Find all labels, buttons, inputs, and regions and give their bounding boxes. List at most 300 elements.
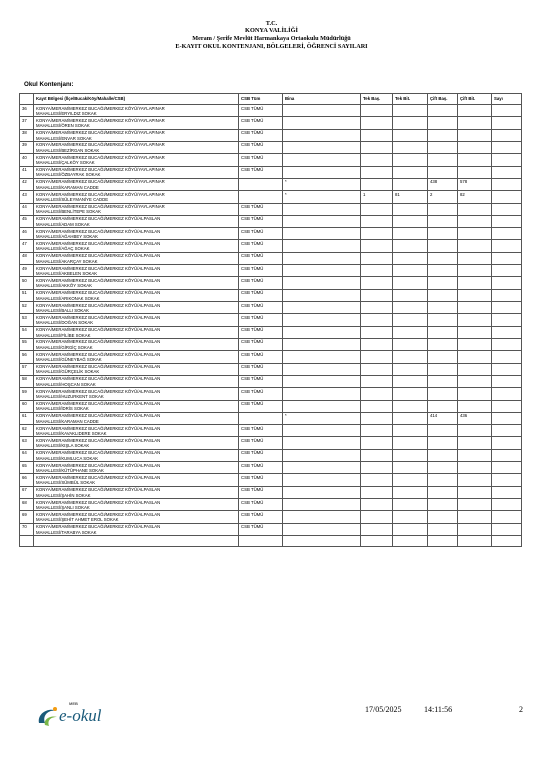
even-end-cell: [458, 400, 492, 412]
region-line-2: MAHALLESİ/AĞAÇ SOKAK: [36, 246, 90, 252]
table-row: [20, 499, 522, 511]
row-number: 53: [20, 314, 34, 326]
table-row: [20, 449, 522, 461]
header-governorship: KONYA VALİLİĞİ: [245, 27, 298, 34]
table-row: [20, 326, 522, 338]
row-number: 58: [20, 375, 34, 387]
even-start-cell: [428, 252, 458, 264]
odd-end-cell: [393, 129, 428, 141]
count-cell: [492, 499, 522, 511]
odd-end-cell: [393, 375, 428, 387]
csb-cell: CSB TÜMÜ: [239, 511, 283, 523]
csb-cell: CSB TÜMÜ: [239, 437, 283, 449]
region-line-1: KONYA/MERAM/MERKEZ BUCAĞI/MERKEZ KÖYÜ/ALPASLAN: [36, 401, 161, 406]
csb-cell: CSB TÜMÜ: [239, 154, 283, 166]
eokul-logo: [35, 703, 115, 731]
region-cell: [34, 203, 239, 215]
odd-end-cell: [393, 486, 428, 498]
table-row: [20, 338, 522, 350]
table-row: [20, 314, 522, 326]
even-start-cell: [428, 228, 458, 240]
building-cell: [283, 289, 361, 301]
col-header-odd-start: Tek Baş.: [361, 94, 393, 105]
count-cell: [492, 240, 522, 252]
table-row: [20, 511, 522, 523]
count-cell: [492, 326, 522, 338]
region-line-1: KONYA/MERAM/MERKEZ BUCAĞI/MERKEZ KÖYÜ/ALPASLAN: [36, 499, 161, 505]
region-line-2: MAHALLESİ/BALLI SOKAK: [36, 307, 90, 313]
csb-cell: [239, 191, 283, 203]
odd-start-cell: [361, 511, 393, 523]
region-line-2: MAHALLESİ/HUZURKENT SOKAK: [36, 394, 104, 400]
odd-start-cell: [361, 437, 393, 449]
count-cell: [492, 351, 522, 363]
odd-end-cell: [393, 314, 428, 326]
region-line-1: KONYA/MERAM/MERKEZ BUCAĞI/MERKEZ KÖYÜ/ALPASLAN: [36, 425, 161, 431]
even-start-cell: [428, 166, 458, 178]
row-number: 66: [20, 474, 34, 486]
region-line-2: MAHALLESİ/ÖREN SOKAK: [36, 123, 90, 129]
even-start-cell: 414: [428, 412, 458, 424]
csb-cell: CSB TÜMÜ: [239, 326, 283, 338]
region-line-1: KONYA/MERAM/MERKEZ BUCAĞI/MERKEZ KÖYÜ/ALPASLAN: [36, 290, 161, 296]
page-footer: [0, 703, 543, 733]
region-cell: [34, 425, 239, 437]
table-header-row: [20, 94, 522, 105]
region-cell: [34, 129, 239, 141]
region-line-1: KONYA/MERAM/MERKEZ BUCAĞI/MERKEZ KÖYÜ/ALPASLAN: [36, 413, 161, 419]
region-cell: [34, 437, 239, 449]
even-end-cell: [458, 265, 492, 277]
odd-start-cell: [361, 523, 393, 535]
odd-start-cell: [361, 215, 393, 227]
even-start-cell: [428, 351, 458, 363]
col-header-even-end: Çift Bit.: [458, 94, 492, 105]
row-number: 49: [20, 265, 34, 277]
building-cell: [283, 523, 361, 535]
count-cell: [492, 178, 522, 190]
blank-cell: [393, 535, 428, 546]
col-header-count: Sayı: [492, 94, 522, 105]
csb-cell: CSB TÜMÜ: [239, 289, 283, 301]
building-cell: [283, 252, 361, 264]
odd-end-cell: [393, 105, 428, 117]
odd-start-cell: [361, 265, 393, 277]
odd-start-cell: [361, 363, 393, 375]
col-header-odd-end: Tek Bit.: [393, 94, 428, 105]
odd-start-cell: [361, 338, 393, 350]
region-line-2: MAHALLESİ/SÜMBÜL SOKAK: [36, 480, 96, 486]
odd-end-cell: [393, 363, 428, 375]
quota-table: [19, 93, 522, 547]
region-line-1: KONYA/MERAM/MERKEZ BUCAĞI/MERKEZ KÖYÜ/YAYLAPINAR: [36, 117, 165, 123]
region-cell: [34, 474, 239, 486]
table-row: [20, 154, 522, 166]
count-cell: [492, 154, 522, 166]
count-cell: [492, 363, 522, 375]
blank-cell: [239, 535, 283, 546]
building-cell: [283, 314, 361, 326]
row-number: 41: [20, 166, 34, 178]
csb-cell: CSB TÜMÜ: [239, 117, 283, 129]
csb-cell: CSB TÜMÜ: [239, 166, 283, 178]
count-cell: [492, 338, 522, 350]
even-start-cell: [428, 375, 458, 387]
odd-start-cell: [361, 105, 393, 117]
region-line-1: KONYA/MERAM/MERKEZ BUCAĞI/MERKEZ KÖYÜ/ALPASLAN: [36, 462, 161, 468]
odd-start-cell: [361, 412, 393, 424]
region-cell: [34, 388, 239, 400]
table-row: [20, 400, 522, 412]
region-line-1: KONYA/MERAM/MERKEZ BUCAĞI/MERKEZ KÖYÜ/ALPASLAN: [36, 216, 161, 222]
even-start-cell: [428, 240, 458, 252]
even-end-cell: [458, 511, 492, 523]
row-number: 61: [20, 412, 34, 424]
page-number: 2: [519, 705, 523, 714]
odd-end-cell: [393, 474, 428, 486]
row-number: 59: [20, 388, 34, 400]
csb-cell: CSB TÜMÜ: [239, 338, 283, 350]
region-line-2: MAHALLESİ/AKARÇAY SOKAK: [36, 258, 98, 264]
odd-start-cell: [361, 351, 393, 363]
row-number: 69: [20, 511, 34, 523]
region-line-1: KONYA/MERAM/MERKEZ BUCAĞI/MERKEZ KÖYÜ/ALPASLAN: [36, 228, 161, 234]
region-cell: [34, 375, 239, 387]
even-end-cell: [458, 141, 492, 153]
even-start-cell: [428, 474, 458, 486]
region-cell: [34, 412, 239, 424]
row-number: 70: [20, 523, 34, 535]
region-line-2: MAHALLESİ/SÜLEYMANİYE CADDE: [36, 197, 109, 203]
odd-end-cell: [393, 265, 428, 277]
even-start-cell: [428, 117, 458, 129]
region-cell: [34, 400, 239, 412]
region-line-2: MAHALLESİ/GÜNEYBAĞ SOKAK: [36, 357, 102, 363]
even-end-cell: [458, 289, 492, 301]
odd-start-cell: [361, 449, 393, 461]
building-cell: [283, 228, 361, 240]
region-cell: [34, 215, 239, 227]
region-cell: [34, 499, 239, 511]
odd-end-cell: [393, 462, 428, 474]
odd-start-cell: [361, 400, 393, 412]
count-cell: [492, 474, 522, 486]
building-cell: [283, 363, 361, 375]
blank-cell: [428, 535, 458, 546]
csb-cell: CSB TÜMÜ: [239, 462, 283, 474]
region-line-1: KONYA/MERAM/MERKEZ BUCAĞI/MERKEZ KÖYÜ/ALPASLAN: [36, 511, 161, 517]
region-line-2: MAHALLESİ/ÖZBAYRAK SOKAK: [36, 172, 101, 178]
odd-start-cell: [361, 388, 393, 400]
region-line-1: KONYA/MERAM/MERKEZ BUCAĞI/MERKEZ KÖYÜ/ALPASLAN: [36, 351, 161, 357]
odd-start-cell: [361, 486, 393, 498]
table-row: [20, 363, 522, 375]
table-row: [20, 240, 522, 252]
region-line-2: MAHALLESİ/ERYILDIZ SOKAK: [36, 110, 97, 116]
region-line-1: KONYA/MERAM/MERKEZ BUCAĞI/MERKEZ KÖYÜ/ALPASLAN: [36, 524, 161, 530]
region-line-2: MAHALLESİ/ARIKONAK SOKAK: [36, 295, 100, 301]
region-cell: [34, 351, 239, 363]
csb-cell: CSB TÜMÜ: [239, 499, 283, 511]
row-number: 36: [20, 105, 34, 117]
row-number: 44: [20, 203, 34, 215]
even-end-cell: [458, 425, 492, 437]
odd-start-cell: [361, 166, 393, 178]
region-line-2: MAHALLESİ/BEZİRGAN SOKAK: [36, 147, 100, 153]
building-cell: [283, 302, 361, 314]
region-line-2: MAHALLESİ/KUMLUCA SOKAK: [36, 455, 99, 461]
building-cell: [283, 141, 361, 153]
table-row: [20, 474, 522, 486]
odd-start-cell: [361, 228, 393, 240]
even-end-cell: [458, 351, 492, 363]
odd-start-cell: [361, 474, 393, 486]
csb-cell: CSB TÜMÜ: [239, 129, 283, 141]
print-time: 14:11:56: [424, 705, 453, 714]
even-end-cell: [458, 499, 492, 511]
header-school: Meram / Şerife Mevlüt Harmankaya Ortaokulu Müdürlüğü: [192, 35, 351, 42]
csb-cell: CSB TÜMÜ: [239, 240, 283, 252]
region-line-2: MAHALLESİ/AĞAHBEY SOKAK: [36, 234, 99, 240]
region-line-1: KONYA/MERAM/MERKEZ BUCAĞI/MERKEZ KÖYÜ/ALPASLAN: [36, 474, 161, 480]
table-row: [20, 351, 522, 363]
count-cell: [492, 314, 522, 326]
even-end-cell: [458, 105, 492, 117]
region-line-2: MAHALLESİ/KARAMAN CADDE: [36, 184, 99, 190]
row-number: 38: [20, 129, 34, 141]
section-title: Okul Kontenjanı:: [24, 81, 74, 88]
even-end-cell: 82: [458, 191, 492, 203]
even-start-cell: [428, 203, 458, 215]
region-cell: [34, 314, 239, 326]
odd-start-cell: [361, 252, 393, 264]
row-number: 43: [20, 191, 34, 203]
odd-end-cell: [393, 228, 428, 240]
row-number: 67: [20, 486, 34, 498]
even-end-cell: [458, 474, 492, 486]
header-tc: T.C.: [265, 20, 278, 27]
csb-cell: [239, 412, 283, 424]
odd-start-cell: [361, 277, 393, 289]
region-cell: [34, 154, 239, 166]
csb-cell: CSB TÜMÜ: [239, 363, 283, 375]
region-line-1: KONYA/MERAM/MERKEZ BUCAĞI/MERKEZ KÖYÜ/YAYLAPINAR: [36, 130, 165, 136]
region-line-1: KONYA/MERAM/MERKEZ BUCAĞI/MERKEZ KÖYÜ/ALPASLAN: [36, 302, 161, 308]
count-cell: [492, 437, 522, 449]
even-start-cell: [428, 363, 458, 375]
csb-cell: CSB TÜMÜ: [239, 388, 283, 400]
region-cell: [34, 265, 239, 277]
even-end-cell: [458, 314, 492, 326]
building-cell: [283, 375, 361, 387]
region-line-1: KONYA/MERAM/MERKEZ BUCAĞI/MERKEZ KÖYÜ/ALPASLAN: [36, 327, 161, 333]
col-header-csb: CSB Tüm: [239, 94, 283, 105]
building-cell: [283, 351, 361, 363]
count-cell: [492, 277, 522, 289]
table-row: [20, 437, 522, 449]
csb-cell: CSB TÜMÜ: [239, 425, 283, 437]
building-cell: [283, 486, 361, 498]
table-row: [20, 252, 522, 264]
region-cell: [34, 326, 239, 338]
table-row: [20, 141, 522, 153]
building-cell: [283, 203, 361, 215]
odd-end-cell: [393, 240, 428, 252]
odd-end-cell: [393, 252, 428, 264]
region-cell: [34, 511, 239, 523]
even-start-cell: [428, 215, 458, 227]
csb-cell: CSB TÜMÜ: [239, 351, 283, 363]
region-line-1: KONYA/MERAM/MERKEZ BUCAĞI/MERKEZ KÖYÜ/ALPASLAN: [36, 487, 161, 493]
odd-start-cell: [361, 178, 393, 190]
even-end-cell: [458, 338, 492, 350]
building-cell: [283, 425, 361, 437]
building-cell: [283, 240, 361, 252]
even-end-cell: [458, 326, 492, 338]
row-number: 54: [20, 326, 34, 338]
odd-start-cell: [361, 141, 393, 153]
region-line-2: MAHALLESİ/TARABYA SOKAK: [36, 529, 97, 535]
region-line-2: MAHALLESİ/ENVAR SOKAK: [36, 135, 92, 141]
table-row: [20, 203, 522, 215]
even-end-cell: [458, 523, 492, 535]
odd-start-cell: [361, 117, 393, 129]
region-cell: [34, 523, 239, 535]
region-line-1: KONYA/MERAM/MERKEZ BUCAĞI/MERKEZ KÖYÜ/ALPASLAN: [36, 388, 161, 394]
csb-cell: CSB TÜMÜ: [239, 474, 283, 486]
region-line-1: KONYA/MERAM/MERKEZ BUCAĞI/MERKEZ KÖYÜ/YAYLAPINAR: [36, 154, 165, 160]
even-end-cell: [458, 129, 492, 141]
building-cell: [283, 400, 361, 412]
region-line-1: KONYA/MERAM/MERKEZ BUCAĞI/MERKEZ KÖYÜ/ALPASLAN: [36, 277, 161, 283]
even-end-cell: [458, 166, 492, 178]
csb-cell: CSB TÜMÜ: [239, 215, 283, 227]
row-number: 65: [20, 462, 34, 474]
count-cell: [492, 252, 522, 264]
even-start-cell: [428, 302, 458, 314]
odd-start-cell: [361, 314, 393, 326]
table-row-blank: [20, 535, 522, 546]
region-cell: [34, 240, 239, 252]
even-end-cell: [458, 154, 492, 166]
region-line-2: MAHALLESİ/ŞAHİN SOKAK: [36, 492, 91, 498]
odd-start-cell: [361, 375, 393, 387]
row-number: 45: [20, 215, 34, 227]
odd-start-cell: [361, 499, 393, 511]
region-line-1: KONYA/MERAM/MERKEZ BUCAĞI/MERKEZ KÖYÜ/ALPASLAN: [36, 364, 161, 370]
even-end-cell: [458, 215, 492, 227]
region-cell: [34, 117, 239, 129]
region-cell: [34, 289, 239, 301]
count-cell: [492, 203, 522, 215]
header-report-title: E-KAYIT OKUL KONTENJANI, BÖLGELERİ, ÖĞRENCİ SAYILARI: [175, 43, 368, 50]
table-row: [20, 302, 522, 314]
region-line-2: MAHALLESİ/GİRGİÇ SOKAK: [36, 344, 93, 350]
region-cell: [34, 141, 239, 153]
even-start-cell: [428, 265, 458, 277]
table-body: [20, 105, 522, 547]
region-line-1: KONYA/MERAM/MERKEZ BUCAĞI/MERKEZ KÖYÜ/ALPASLAN: [36, 339, 161, 345]
csb-cell: CSB TÜMÜ: [239, 252, 283, 264]
even-start-cell: [428, 129, 458, 141]
odd-end-cell: [393, 523, 428, 535]
even-start-cell: [428, 400, 458, 412]
row-number: 60: [20, 400, 34, 412]
region-line-2: MAHALLESİ/GÜRÇELİK SOKAK: [36, 369, 100, 375]
even-start-cell: 438: [428, 178, 458, 190]
odd-start-cell: [361, 462, 393, 474]
table-row: [20, 191, 522, 203]
even-end-cell: [458, 277, 492, 289]
building-cell: [283, 105, 361, 117]
building-cell: [283, 449, 361, 461]
region-line-1: KONYA/MERAM/MERKEZ BUCAĞI/MERKEZ KÖYÜ/ALPASLAN: [36, 376, 161, 382]
region-line-2: MAHALLESİ/KARAMAN CADDE: [36, 418, 99, 424]
odd-end-cell: [393, 338, 428, 350]
building-cell: [283, 474, 361, 486]
odd-start-cell: [361, 326, 393, 338]
csb-cell: CSB TÜMÜ: [239, 105, 283, 117]
region-line-2: MAHALLESİ/FİLİBE SOKAK: [36, 332, 91, 338]
even-end-cell: [458, 363, 492, 375]
table-row: [20, 215, 522, 227]
region-line-2: MAHALLESİ/ÇALKÖY SOKAK: [36, 160, 95, 166]
row-number: 63: [20, 437, 34, 449]
csb-cell: CSB TÜMÜ: [239, 141, 283, 153]
table-row: [20, 462, 522, 474]
count-cell: [492, 462, 522, 474]
odd-end-cell: [393, 277, 428, 289]
odd-end-cell: [393, 511, 428, 523]
odd-end-cell: [393, 388, 428, 400]
table-row: [20, 412, 522, 424]
table-row: [20, 425, 522, 437]
region-cell: [34, 191, 239, 203]
even-end-cell: [458, 375, 492, 387]
csb-cell: CSB TÜMÜ: [239, 228, 283, 240]
odd-end-cell: [393, 215, 428, 227]
odd-start-cell: [361, 129, 393, 141]
csb-cell: CSB TÜMÜ: [239, 277, 283, 289]
even-start-cell: 2: [428, 191, 458, 203]
even-start-cell: [428, 462, 458, 474]
row-number: 56: [20, 351, 34, 363]
count-cell: [492, 265, 522, 277]
building-cell: [283, 166, 361, 178]
even-end-cell: [458, 388, 492, 400]
region-cell: [34, 166, 239, 178]
odd-end-cell: [393, 178, 428, 190]
odd-end-cell: 81: [393, 191, 428, 203]
odd-end-cell: [393, 117, 428, 129]
count-cell: [492, 388, 522, 400]
col-header-region: Kayıt Bölgesi (İlçe/Bucak/Köy/Mahalle/CSB): [34, 94, 239, 105]
region-line-2: MAHALLESİ/AKKÖY SOKAK: [36, 283, 93, 289]
odd-end-cell: [393, 166, 428, 178]
table-row: [20, 486, 522, 498]
table-row: [20, 375, 522, 387]
building-cell: [283, 462, 361, 474]
odd-end-cell: [393, 302, 428, 314]
csb-cell: CSB TÜMÜ: [239, 400, 283, 412]
region-line-2: MAHALLESİ/İDRİS SOKAK: [36, 406, 89, 412]
odd-start-cell: [361, 289, 393, 301]
table-row: [20, 388, 522, 400]
row-number: 48: [20, 252, 34, 264]
even-start-cell: [428, 277, 458, 289]
region-line-2: MAHALLESİ/DOĞAN SOKAK: [36, 320, 94, 326]
region-line-2: MAHALLESİ/KÜTÜPHANE SOKAK: [36, 467, 104, 473]
